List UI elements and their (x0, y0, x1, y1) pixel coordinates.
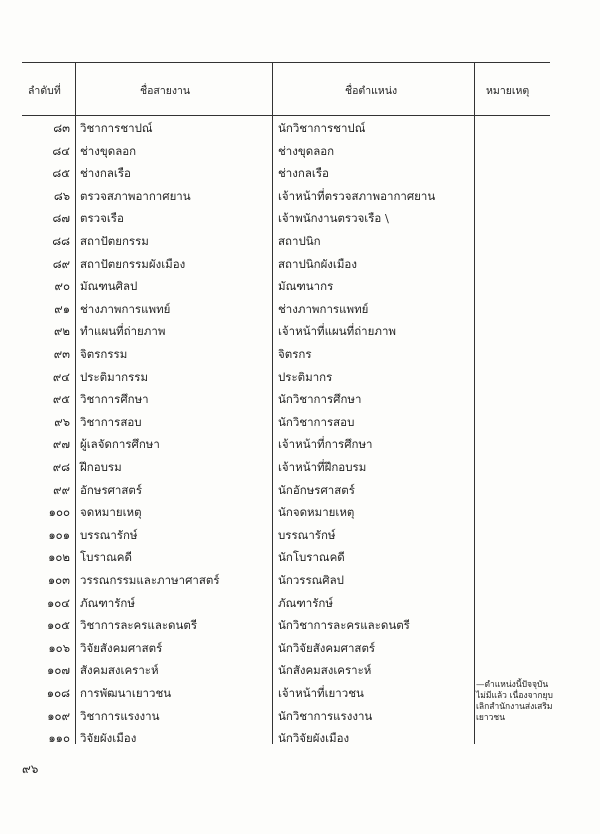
agency-name: วิชาการสอบ (80, 414, 142, 429)
row-number: ๙๘ (52, 460, 70, 474)
header-seq: ลำดับที่ (28, 85, 61, 97)
position-name: นักวิจัยสังคมศาสตร์ (278, 640, 376, 655)
position-name: เจ้าหน้าที่แผนที่ถ่ายภาพ (278, 324, 396, 339)
agency-name: ช่างขุดลอก (80, 143, 137, 158)
position-name: บรรณารักษ์ (278, 527, 336, 542)
agency-name: วิจัยผังเมือง (80, 731, 137, 746)
position-name: ช่างขุดลอก (278, 143, 335, 158)
row-number: ๘๗ (52, 211, 70, 226)
table-row (22, 210, 550, 232)
row-number: ๙๑ (54, 301, 70, 316)
agency-name: ผู้เลจัดการศึกษา (80, 437, 160, 452)
agency-name: จิตรกรรม (80, 347, 128, 361)
table-row (22, 165, 550, 187)
row-number: ๘๙ (52, 256, 70, 271)
agency-name: ภัณฑารักษ์ (80, 595, 135, 610)
position-name: ประติมากร (278, 369, 333, 384)
row-number: ๑๐๒ (48, 550, 70, 565)
table-row (22, 504, 550, 526)
agency-name: วิจัยสังคมศาสตร์ (80, 640, 163, 655)
agency-name: ทำแผนที่ถ่ายภาพ (80, 324, 166, 339)
table-row (22, 143, 550, 165)
position-name: นักจดหมายเหตุ (278, 505, 355, 520)
position-name: มัณฑนากร (278, 279, 334, 294)
table-row (22, 188, 550, 210)
agency-name: ตรวจเรือ (80, 211, 124, 226)
position-name: ช่างภาพการแพทย์ (278, 301, 369, 316)
header-agency: ชื่อสายงาน (140, 85, 191, 97)
row-number: ๑๐๕ (46, 618, 70, 633)
agency-name: สังคมสงเคราะห์ (80, 663, 159, 678)
position-name: นักวิจัยผังเมือง (278, 731, 350, 746)
row-number: ๑๐๙ (47, 708, 70, 723)
row-number: ๘๕ (52, 166, 70, 181)
agency-name: อักษรศาสตร์ (80, 482, 143, 497)
agency-name: โบราณคดี (80, 550, 132, 565)
table-row (22, 278, 550, 300)
agency-name: มัณฑนศิลป (80, 279, 138, 294)
agency-name: สถาปัตยกรรมผังเมือง (80, 256, 186, 271)
table-row (22, 482, 550, 504)
agency-name: ช่างกลเรือ (80, 166, 131, 181)
table-row (22, 436, 550, 458)
position-name: นักวิชาการศึกษา (278, 392, 362, 407)
table-row (22, 685, 550, 707)
row-number: ๙๙ (53, 482, 70, 497)
agency-name: การพัฒนาเยาวชน (80, 686, 172, 700)
table-row (22, 459, 550, 481)
row-number: ๑๐๖ (48, 640, 70, 655)
header-remark: หมายเหตุ (486, 85, 530, 97)
agency-name: ตรวจสภาพอากาศยาน (80, 188, 191, 203)
row-number: ๙๐ (54, 279, 70, 294)
table-row (22, 323, 550, 345)
row-number: ๙๔ (52, 369, 70, 384)
agency-name: วิชาการชาปณ์ (80, 121, 153, 135)
agency-name: ช่างภาพการแพทย์ (80, 301, 171, 316)
row-number: ๙๕ (52, 392, 70, 407)
table-row (22, 120, 550, 142)
table-row (22, 640, 550, 662)
position-name: สถาปนิกผังเมือง (278, 256, 357, 271)
position-name: จิตรกร (278, 347, 312, 361)
position-name: เจ้าหน้าที่การศึกษา (278, 437, 373, 452)
row-number: ๘๔ (52, 143, 70, 158)
position-name: นักวิชาการแรงงาน (278, 708, 373, 723)
row-number: ๑๐๑ (48, 527, 70, 542)
table-row (22, 256, 550, 278)
position-name: ภัณฑารักษ์ (278, 595, 333, 610)
agency-name: จดหมายเหตุ (80, 505, 142, 520)
agency-name: ประติมากรรม (80, 369, 149, 384)
agency-name: สถาปัตยกรรม (80, 234, 149, 248)
position-name: เจ้าหน้าที่ตรวจสภาพอากาศยาน (278, 188, 436, 203)
row-number: ๑๐๔ (46, 595, 70, 610)
agency-name: วิชาการละครและดนตรี (80, 618, 198, 633)
position-name: นักวิชาการสอบ (278, 414, 355, 429)
row-number: ๙๓ (53, 347, 70, 361)
position-name: เจ้าพนักงานตรวจเรือ \ (278, 211, 389, 226)
table-row (22, 730, 550, 752)
row-number: ๘๓ (53, 121, 70, 135)
row-number: ๙๒ (53, 324, 70, 339)
position-name: นักวรรณศิลป (278, 573, 344, 587)
agency-name: วิชาการแรงงาน (80, 708, 160, 723)
position-name: นักสังคมสงเคราะห์ (278, 663, 372, 678)
position-name: ช่างกลเรือ (278, 166, 329, 181)
row-number: ๘๖ (53, 188, 70, 203)
row-number: ๑๐๗ (47, 663, 70, 678)
table-row (22, 233, 550, 255)
row-number: ๙๖ (54, 414, 70, 429)
position-name: เจ้าหน้าที่ฝึกอบรม (278, 460, 367, 474)
agency-name: วิชาการศึกษา (80, 392, 149, 407)
table-row (22, 595, 550, 617)
table-row (22, 527, 550, 549)
position-name: เจ้าหน้าที่เยาวชน (278, 686, 364, 700)
table-row (22, 369, 550, 391)
position-name: นักโบราณคดี (278, 550, 345, 565)
table-row (22, 414, 550, 436)
remark-note: —ตำแหน่งนี้ปัจจุบันไม่มีแล้ว เนื่องจากยุบเลิกสำนักงานส่งเสริมเยาวชน (476, 680, 553, 723)
row-number: ๑๐๘ (46, 686, 70, 700)
agency-name: ฝึกอบรม (80, 460, 122, 474)
agency-name: บรรณารักษ์ (80, 527, 138, 542)
row-number: ๑๐๐ (48, 505, 70, 520)
position-name: นักวิชาการชาปณ์ (278, 121, 366, 135)
row-number: ๙๗ (52, 437, 70, 452)
table-row (22, 617, 550, 639)
row-number: ๑๑๐ (48, 731, 70, 746)
table-row (22, 708, 550, 730)
header-bottom-rule (22, 115, 550, 116)
table-row (22, 549, 550, 571)
table-row (22, 662, 550, 684)
page-number: ๙๖ (22, 762, 39, 776)
position-name: นักอักษรศาสตร์ (278, 482, 355, 497)
position-name: นักวิชาการละครและดนตรี (278, 618, 410, 633)
table-row (22, 572, 550, 594)
header-position: ชื่อตำแหน่ง (345, 85, 398, 97)
position-name: สถาปนิก (278, 234, 321, 248)
table-row (22, 301, 550, 323)
row-number: ๘๘ (52, 234, 70, 248)
table-top-rule (22, 62, 550, 63)
row-number: ๑๐๓ (47, 573, 70, 587)
agency-name: วรรณกรรมและภาษาศาสตร์ (80, 573, 220, 587)
table-row (22, 346, 550, 368)
table-row (22, 391, 550, 413)
